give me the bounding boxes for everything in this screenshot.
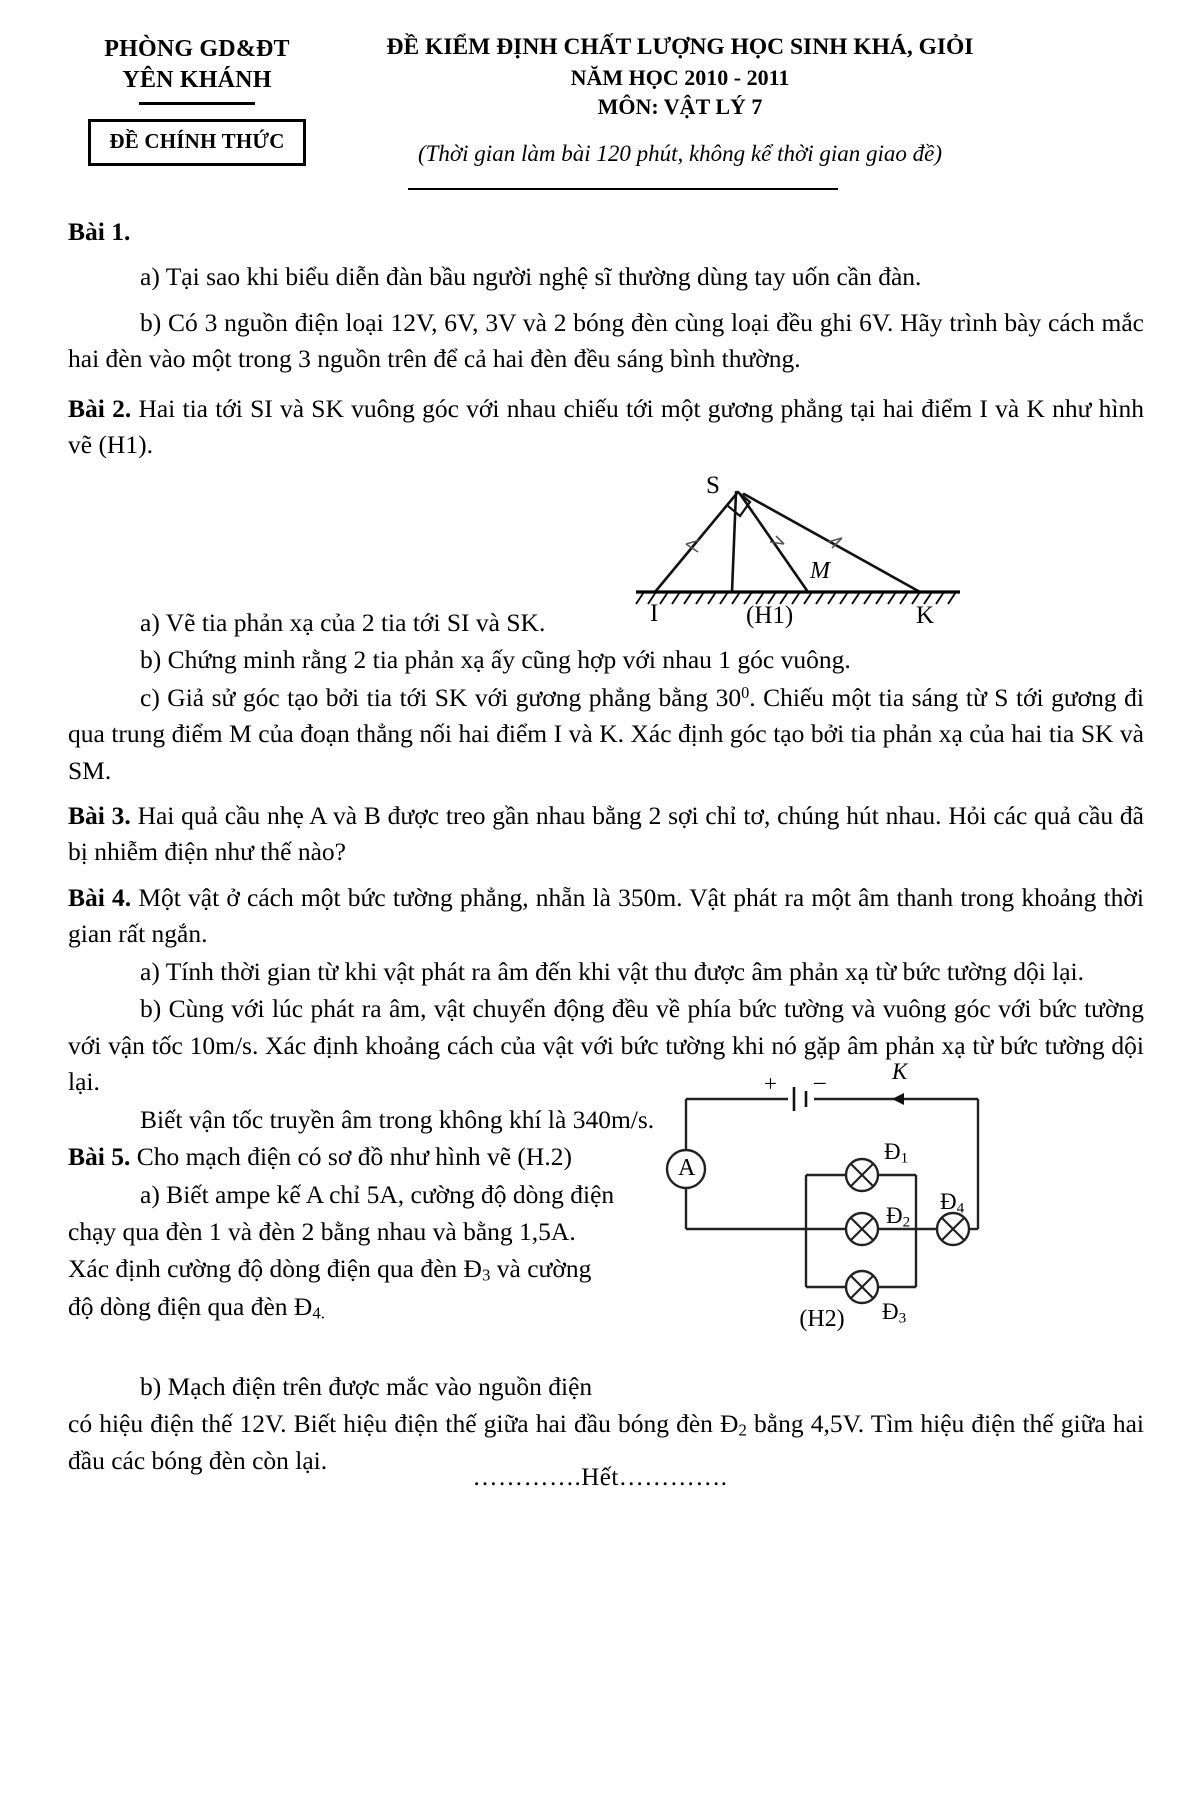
figure-h1-label-s: S [706,472,720,499]
official-exam-badge: ĐỀ CHÍNH THỨC [88,119,306,166]
exam-title-line-1: ĐỀ KIỂM ĐỊNH CHẤT LƯỢNG HỌC SINH KHÁ, GIỎI [386,34,974,60]
bai2-part-c: c) Giả sử góc tạo bởi tia tới SK với gương phẳng bằng $30^0$. Chiếu một tia sáng từ S tới gương đi qua trung điểm M của đoạn thẳng nối hai điểm I và K. Xác định góc tạo bởi tia phản xạ của hai tia SK và SM. [68,682,1144,785]
bai1-part-b: b) Có 3 nguồn điện loại 12V, 6V, 3V và 2 bóng đèn cùng loại đều ghi 6V. Hãy trình bày cách mắc hai đèn vào một trong 3 nguồn trên để cả hai đèn đều sáng bình thường. [68,307,1144,374]
bai5-a-line4: độ dòng điện qua đèn $Đ_{4.}$ [68,1292,325,1323]
ammeter-label: A [678,1155,696,1181]
exam-time-note: (Thời gian làm bài 120 phút, không kể thời gian giao đề) [417,141,943,167]
bai2-part-b: b) Chứng minh rằng 2 tia phản xạ ấy cũng hợp với nhau 1 góc vuông. [140,645,851,675]
lamp-d1-label: $Đ_1$ [884,1139,909,1167]
lamp-d3-label: $Đ_3$ [882,1299,907,1327]
bai5-a-line3: Xác định cường độ dòng điện qua đèn $Đ_3$ và cường [68,1254,592,1286]
bai2-part-a: a) Vẽ tia phản xạ của 2 tia tới SI và SK. [140,607,546,637]
exam-page [0,22,1200,1812]
department-divider [139,102,255,105]
exam-title-line-3: MÔN: VẬT LÝ 7 [597,94,763,120]
bai3: Bài 3. Hai quả cầu nhẹ A và B được treo gần nhau bằng 2 sợi chỉ tơ, chúng hút nhau. Hỏi các quả cầu đã bị nhiễm điện như thế nào? [68,800,1145,867]
department-block [62,34,332,166]
bai2-intro: Bài 2. Hai tia tới SI và SK vuông góc với nhau chiếu tới một gương phẳng tại hai điểm I và K như hình vẽ (H1). [68,393,1144,460]
bai4-part-b: b) Cùng với lúc phát ra âm, vật chuyển động đều về phía bức tường và vuông góc với bức tường với vận tốc 10m/s. Xác định khoảng cách của vật với bức tường khi nó gặp âm phản xạ từ bức tường dội lại. [68,994,1144,1097]
exam-body [0,182,1200,1480]
lamp-d2-label: $Đ_2$ [886,1203,911,1231]
bai5-intro: Bài 5. Cho mạch điện có sơ đồ như hình vẽ (H.2) [68,1142,572,1172]
bai2-intro-text: Hai tia tới SI và SK vuông góc với nhau chiếu tới một gương phẳng tại hai điểm I và K như hình vẽ (H1). [68,393,1144,460]
battery-minus-label: – [814,1069,826,1094]
figure-h2-caption: (H2) [799,1306,845,1332]
bai4-part-a: a) Tính thời gian từ khi vật phát ra âm đến khi vật thu được âm phản xạ từ bức tường dội lại. [140,956,1085,986]
exam-title-line-2: NĂM HỌC 2010 - 2011 [570,64,790,90]
bai1-label: Bài 1. [68,217,131,246]
figure-h1-label-m: M [810,558,830,584]
figure-h1-label-i: I [650,600,659,627]
bai5-intro-text: Cho mạch điện có sơ đồ như hình vẽ (H.2) [136,1142,572,1172]
battery-plus-label: + [764,1071,777,1096]
bai4-note: Biết vận tốc truyền âm trong không khí là 340m/s. [140,1104,655,1134]
department-line-2: YÊN KHÁNH [122,66,272,93]
bai5-b-line1: b) Mạch điện trên được mắc vào nguồn điện [140,1371,593,1401]
department-line-1: PHÒNG GD&ĐT [104,36,290,62]
exam-title-block [330,32,1030,167]
figure-h1-label-k: K [916,602,935,629]
page-header [0,22,1200,182]
bai5-a-line2: chạy qua đèn 1 và đèn 2 bằng nhau và bằng 1,5A. [68,1216,576,1246]
bai5-b-rest: có hiệu điện thế 12V. Biết hiệu điện thế giữa hai đầu bóng đèn $Đ_2$ bằng 4,5V. Tìm hiệu điện thế giữa hai đầu các bóng đèn còn lại. [68,1409,1144,1476]
switch-k-label: K [892,1059,908,1084]
figure-h1-caption: (H1) [746,602,794,629]
bai4-intro: Bài 4. Một vật ở cách một bức tường phẳng, nhẵn là 350m. Vật phát ra một âm thanh trong khoảng thời gian rất ngắn. [68,882,1145,949]
bai3-text: Hai quả cầu nhẹ A và B được treo gần nhau bằng 2 sợi chỉ tơ, chúng hút nhau. Hỏi các quả cầu đã bị nhiễm điện như thế nào? [68,800,1145,867]
bai4-intro-text: Một vật ở cách một bức tường phẳng, nhẵn là 350m. Vật phát ra một âm thanh trong khoảng thời gian rất ngắn. [68,882,1145,949]
lamp-d4-label: $Đ_4$ [940,1189,965,1217]
bai5-a-line1: a) Biết ampe kế A chỉ 5A, cường độ dòng điện [140,1179,615,1209]
exam-footer: ………….Hết…………. [472,1464,728,1491]
bai5-column [68,1139,668,1405]
bai1-part-a: a) Tại sao khi biểu diễn đàn bầu người nghệ sĩ thường dùng tay uốn cần đàn. [140,262,922,292]
